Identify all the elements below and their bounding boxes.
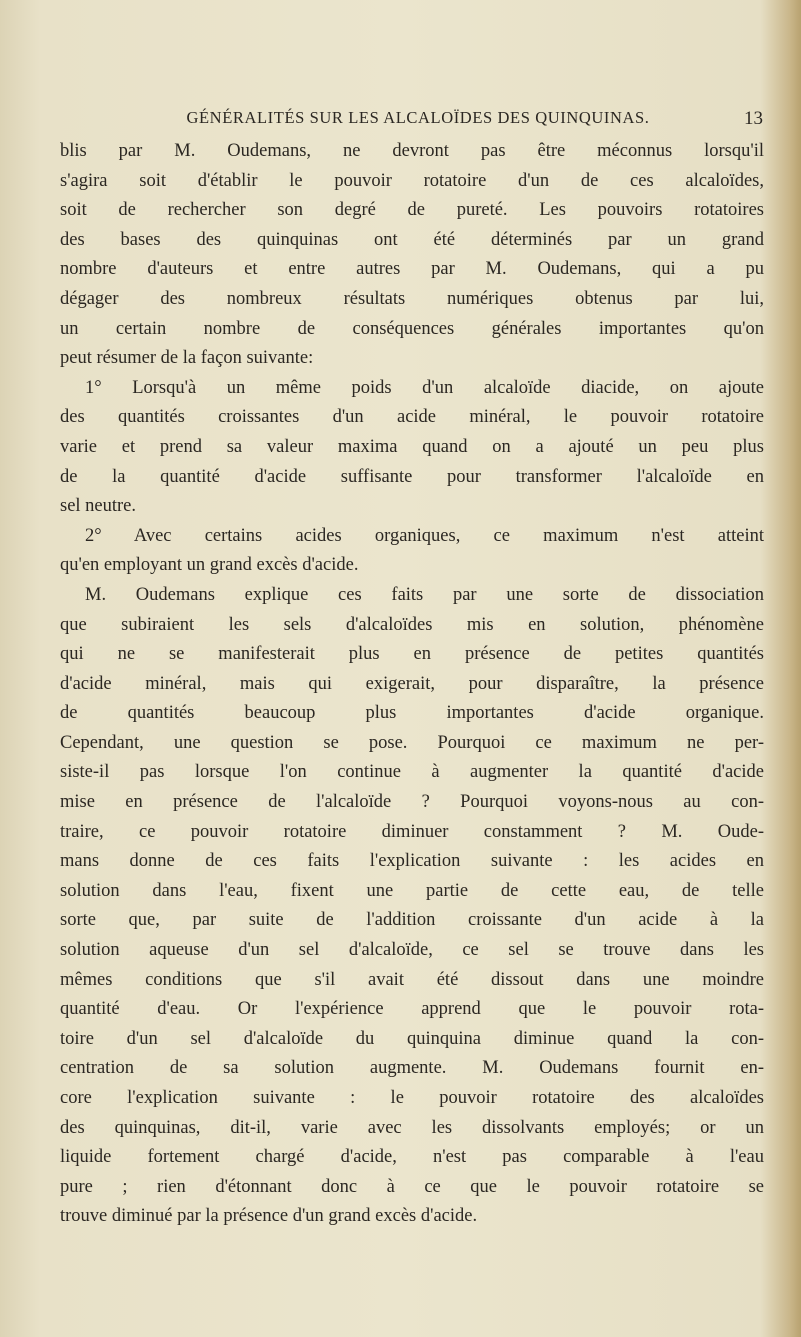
- text-line: mise en présence de l'alcaloïde ? Pourquoi voyons-nous au con-: [60, 792, 764, 813]
- text-line: 1° Lorsqu'à un même poids d'un alcaloïde diacide, on ajoute: [85, 377, 764, 398]
- text-line: core l'explication suivante : le pouvoir rotatoire des alcaloïdes: [60, 1088, 764, 1108]
- text-line: sorte que, par suite de l'addition croissante d'un acide à la: [60, 910, 764, 931]
- page-number: 13: [744, 108, 763, 129]
- text-line: s'agira soit d'établir le pouvoir rotatoire d'un de ces alcaloïdes,: [60, 170, 764, 191]
- page-header: [0, 108, 801, 138]
- text-line: de quantités beaucoup plus importantes d'acide organique.: [60, 703, 764, 724]
- text-line: de la quantité d'acide suffisante pour transformer l'alcaloïde en: [60, 466, 764, 487]
- text-line: M. Oudemans explique ces faits par une sorte de dissociation: [85, 584, 764, 605]
- text-line: peut résumer de la façon suivante:: [60, 348, 314, 369]
- text-line: Cependant, une question se pose. Pourquoi ce maximum ne per-: [60, 732, 764, 753]
- text-line: des quantités croissantes d'un acide minéral, le pouvoir rotatoire: [60, 407, 764, 428]
- text-line: soit de rechercher son degré de pureté. Les pouvoirs rotatoires: [60, 200, 764, 221]
- text-line: centration de sa solution augmente. M. Oudemans fournit en-: [60, 1058, 764, 1079]
- text-line: blis par M. Oudemans, ne devront pas être méconnus lorsqu'il: [60, 141, 764, 161]
- text-line: varie et prend sa valeur maxima quand on a ajouté un peu plus: [60, 436, 764, 457]
- text-line: un certain nombre de conséquences générales importantes qu'on: [60, 318, 764, 339]
- text-line: pure ; rien d'étonnant donc à ce que le pouvoir rotatoire se: [60, 1176, 764, 1197]
- text-line: solution aqueuse d'un sel d'alcaloïde, ce sel se trouve dans les: [60, 940, 764, 961]
- text-line: quantité d'eau. Or l'expérience apprend que le pouvoir rota-: [60, 999, 764, 1020]
- text-line: toire d'un sel d'alcaloïde du quinquina diminue quand la con-: [60, 1028, 764, 1049]
- text-line: siste-il pas lorsque l'on continue à augmenter la quantité d'acide: [60, 762, 764, 783]
- running-title: GÉNÉRALITÉS SUR LES ALCALOÏDES DES QUINQUINAS.: [186, 108, 650, 127]
- text-line: des quinquinas, dit-il, varie avec les dissolvants employés; or un: [60, 1117, 764, 1138]
- text-line: trouve diminué par la présence d'un grand excès d'acide.: [60, 1206, 478, 1227]
- text-line: mans donne de ces faits l'explication suivante : les acides en: [60, 851, 764, 872]
- text-line: qu'en employant un grand excès d'acide.: [60, 555, 359, 576]
- text-line: dégager des nombreux résultats numériques obtenus par lui,: [60, 288, 764, 309]
- text-line: d'acide minéral, mais qui exigerait, pour disparaître, la présence: [60, 673, 764, 694]
- text-line: qui ne se manifesterait plus en présence de petites quantités: [60, 644, 764, 665]
- text-line: que subiraient les sels d'alcaloïdes mis en solution, phénomène: [60, 614, 764, 635]
- text-line: des bases des quinquinas ont été déterminés par un grand: [60, 229, 764, 250]
- text-line: 2° Avec certains acides organiques, ce maximum n'est atteint: [85, 525, 764, 546]
- text-line: nombre d'auteurs et entre autres par M. Oudemans, qui a pu: [60, 259, 764, 280]
- text-line: mêmes conditions que s'il avait été dissout dans une moindre: [60, 969, 764, 990]
- text-line: solution dans l'eau, fixent une partie de cette eau, de telle: [60, 880, 764, 901]
- text-line: liquide fortement chargé d'acide, n'est pas comparable à l'eau: [60, 1147, 764, 1168]
- text-line: traire, ce pouvoir rotatoire diminuer constamment ? M. Oude-: [60, 821, 764, 842]
- body-text: [60, 137, 764, 1232]
- text-line: sel neutre.: [60, 496, 137, 517]
